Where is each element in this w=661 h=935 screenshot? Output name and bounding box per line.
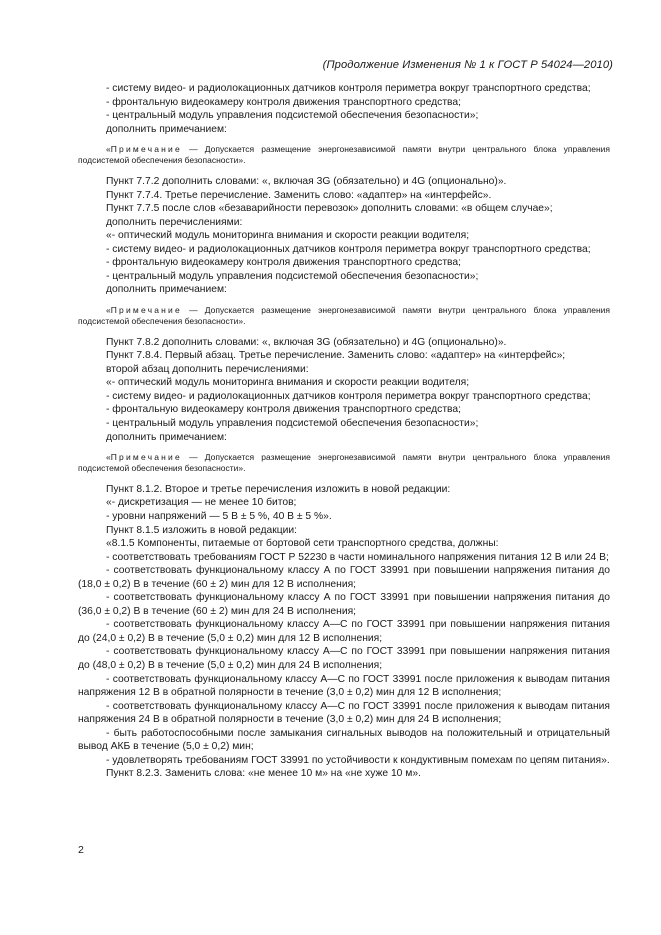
paragraph: - центральный модуль управления подсистемой обеспечения безопасности»; — [106, 418, 479, 430]
paragraph: Пункт 7.7.4. Третье перечисление. Заменить слово: «адаптер» на «интерфейс». — [106, 189, 492, 201]
paragraph: «- дискретизация — не менее 10 битов; — [106, 497, 297, 509]
paragraph: - центральный модуль управления подсистемой обеспечения безопасности»; — [106, 270, 479, 282]
document-body — [78, 82, 610, 781]
paragraph: - удовлетворять требованиям ГОСТ 33991 по устойчивости к кондуктивным помехам по цепям питания». — [106, 754, 610, 766]
paragraph: - соответствовать требованиям ГОСТ Р 52230 в части номинального напряжения питания 12 В или 24 В; — [106, 551, 609, 563]
paragraph: - соответствовать функциональному классу А—С по ГОСТ 33991 при повышении напряжения питания до (48,0 ± 0,2) В в течение (5,0 ± 0,2) мин для 24 В исполнения; — [78, 646, 610, 672]
note: «Примечание — Допускается размещение энергонезависимой памяти внутри центрального блока управления подсистемой обеспечения безопасности». — [78, 304, 610, 326]
paragraph: дополнить примечанием: — [106, 431, 227, 443]
paragraph: дополнить примечанием: — [106, 123, 227, 135]
paragraph: дополнить примечанием: — [106, 284, 227, 296]
paragraph: второй абзац дополнить перечислениями: — [106, 363, 309, 375]
paragraph: Пункт 7.8.2 дополнить словами: «, включая 3G (обязательно) и 4G (опционально)». — [106, 336, 507, 348]
paragraph: дополнить перечислениями: — [106, 216, 243, 228]
note: «Примечание — Допускается размещение энергонезависимой памяти внутри центрального блока управления подсистемой обеспечения безопасности». — [78, 144, 610, 166]
note-text: — Допускается размещение энергонезависимой памяти внутри центрального блока управления подсистемой обеспечения безопасности». — [78, 144, 610, 166]
paragraph: Пункт 7.7.2 дополнить словами: «, включая 3G (обязательно) и 4G (опционально)». — [106, 176, 507, 187]
paragraph: - уровни напряжений — 5 В ± 5 %, 40 В ± 5 %». — [106, 511, 332, 523]
paragraph: - центральный модуль управления подсистемой обеспечения безопасности»; — [106, 110, 479, 122]
paragraph: - систему видео- и радиолокационных датчиков контроля периметра вокруг транспортного средства; — [106, 390, 591, 402]
note-label: Примечание — [110, 304, 182, 315]
paragraph: Пункт 7.8.4. Первый абзац. Третье перечисление. Заменить слово: «адаптер» на «интерфейс»; — [106, 350, 566, 362]
paragraph: - соответствовать функциональному классу А—С по ГОСТ 33991 при повышении напряжения питания до (24,0 ± 0,2) В в течение (5,0 ± 0,2) мин для 12 В исполнения; — [78, 619, 610, 644]
paragraph: «8.1.5 Компоненты, питаемые от бортовой сети транспортного средства, должны: — [106, 538, 499, 550]
paragraph: - систему видео- и радиолокационных датчиков контроля периметра вокруг транспортного средства; — [106, 243, 591, 255]
paragraph: Пункт 8.1.5 изложить в новой редакции: — [106, 524, 298, 536]
paragraph: - фронтальную видеокамеру контроля движения транспортного средства; — [106, 404, 461, 416]
paragraph: - фронтальную видеокамеру контроля движения транспортного средства; — [106, 96, 461, 108]
paragraph: - соответствовать функциональному классу А—С по ГОСТ 33991 после приложения к выводам питания напряжения 12 В в обратной полярности в течение (3,0 ± 0,2) мин для 12 В исполнения; — [78, 673, 610, 699]
paragraph: Пункт 8.2.3. Заменить слова: «не менее 10 м» на «не хуже 10 м». — [106, 768, 421, 780]
paragraph: Пункт 7.7.5 после слов «безаварийности перевозок» дополнить словами: «в общем случае»; — [106, 203, 553, 215]
note-text: — Допускается размещение энергонезависимой памяти внутри центрального блока управления подсистемой обеспечения безопасности». — [78, 304, 610, 326]
note-label: Примечание — [110, 452, 182, 463]
paragraph: «- оптический модуль мониторинга внимания и скорости реакции водителя; — [106, 230, 470, 242]
paragraph: «- оптический модуль мониторинга внимания и скорости реакции водителя; — [106, 377, 470, 389]
paragraph: - быть работоспособными после замыкания сигнальных выводов на положительный и отрицательный вывод АКБ в течение (5,0 ± 0,2) мин; — [78, 727, 610, 753]
note: «Примечание — Допускается размещение энергонезависимой памяти внутри центрального блока управления подсистемой обеспечения безопасности». — [78, 452, 610, 474]
note-label: Примечание — [110, 144, 182, 155]
paragraph: - фронтальную видеокамеру контроля движения транспортного средства; — [106, 257, 461, 269]
paragraph: - систему видео- и радиолокационных датчиков контроля периметра вокруг транспортного средства; — [106, 83, 591, 94]
paragraph: - соответствовать функциональному классу А по ГОСТ 33991 при повышении напряжения питания до (36,0 ± 0,2) В в течение (60 ± 2) мин для 24 В исполнения; — [78, 592, 610, 617]
paragraph: - соответствовать функциональному классу А по ГОСТ 33991 при повышении напряжения питания до (18,0 ± 0,2) В в течение (60 ± 2) мин для 12 В исполнения; — [78, 565, 610, 590]
paragraph: Пункт 8.1.2. Второе и третье перечисления изложить в новой редакции: — [106, 483, 451, 495]
page-header: (Продолжение Изменения № 1 к ГОСТ Р 54024—2010) — [322, 59, 613, 71]
note-text: — Допускается размещение энергонезависимой памяти внутри центрального блока управления подсистемой обеспечения безопасности». — [78, 452, 610, 474]
page-number: 2 — [78, 844, 84, 856]
paragraph: - соответствовать функциональному классу А—С по ГОСТ 33991 после приложения к выводам питания напряжения 24 В в обратной полярности в течение (3,0 ± 0,2) мин для 24 В исполнения; — [78, 700, 610, 726]
